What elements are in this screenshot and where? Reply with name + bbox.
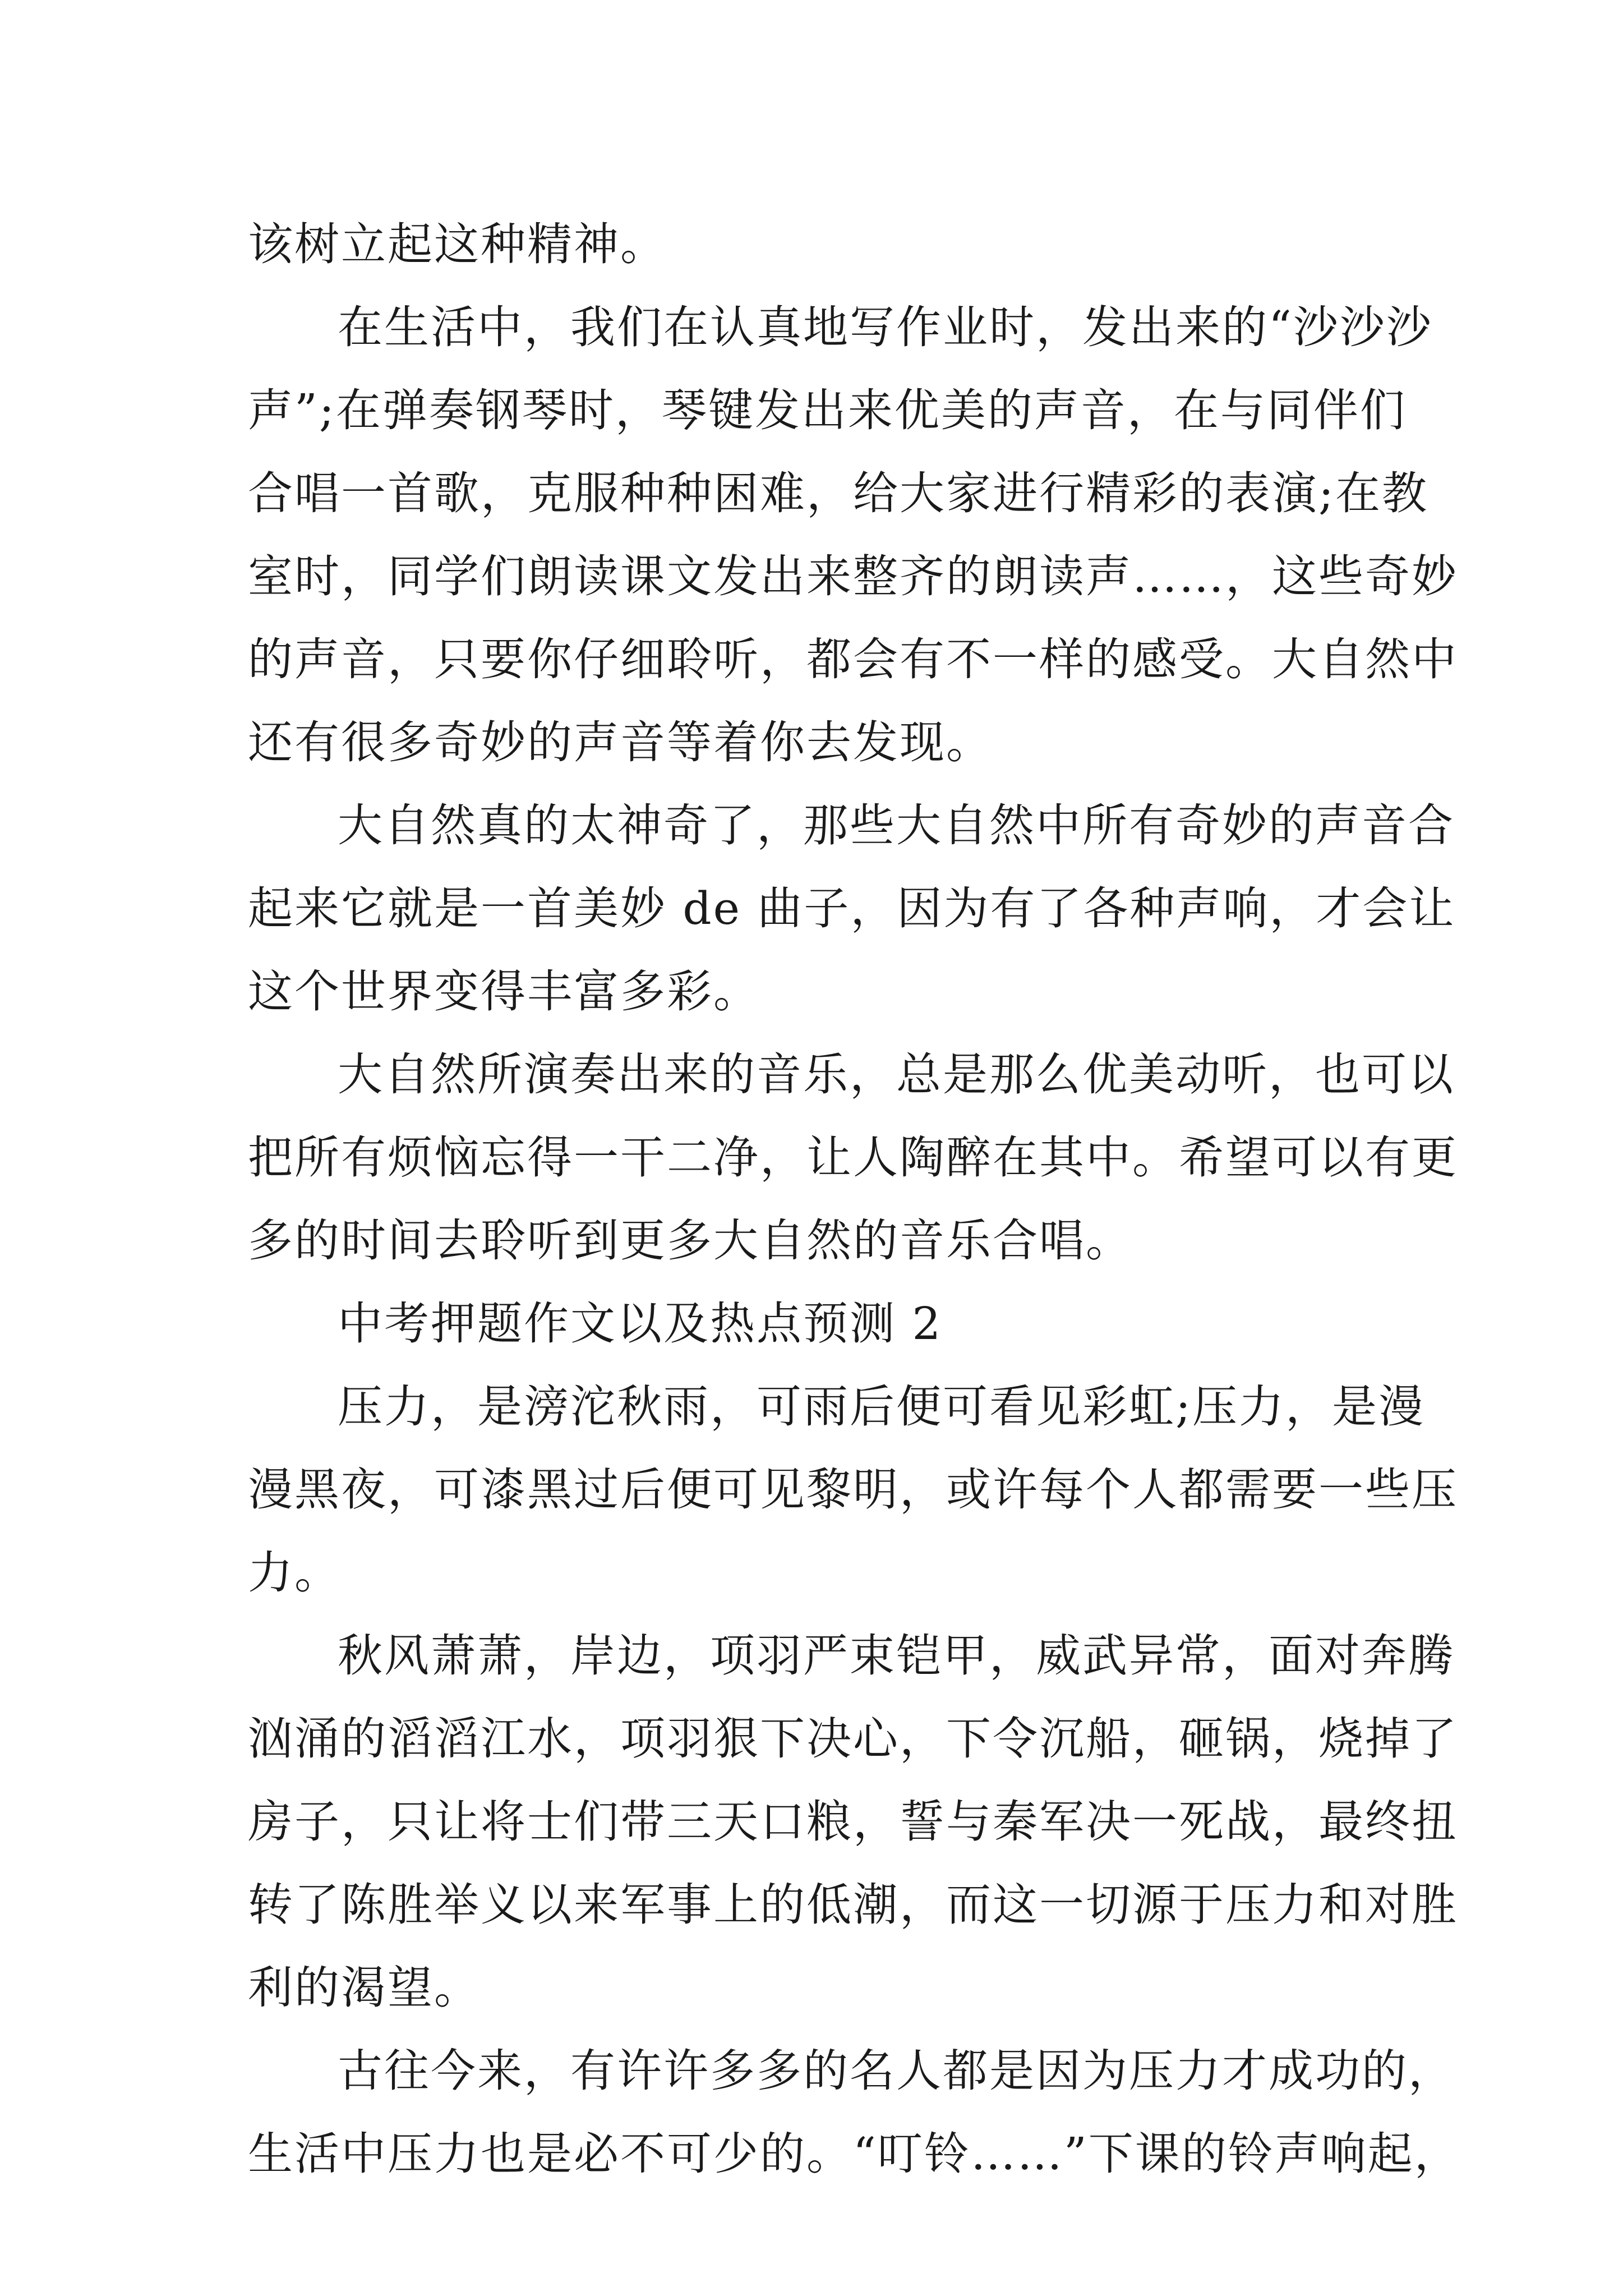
text-line: 利的渴望。 (248, 1962, 481, 2014)
text-line: 声”;在弹奏钢琴时，琴键发出来优美的声音，在与同伴们 (248, 384, 1407, 436)
paragraph-start-line: 大自然真的太神奇了，那些大自然中所有奇妙的声音合 (338, 799, 1455, 852)
text-line: 的声音，只要你仔细聆听，都会有不一样的感受。大自然中 (248, 633, 1458, 685)
document-body (248, 203, 1461, 2196)
paragraph-start-line: 大自然所演奏出来的音乐，总是那么优美动听，也可以 (338, 1048, 1455, 1101)
text-line: 转了陈胜举义以来军事上的低潮，而这一切源于压力和对胜 (248, 1879, 1458, 1931)
text-line: 房子，只让将士们带三天口粮，誓与秦军决一死战，最终扭 (248, 1796, 1458, 1848)
paragraph-start-line: 秋风萧萧，岸边，项羽严束铠甲，威武异常，面对奔腾 (338, 1630, 1455, 1682)
text-line: 生活中压力也是必不可少的。“叮铃……”下课的铃声响起， (248, 2128, 1461, 2180)
text-line: 室时，同学们朗读课文发出来整齐的朗读声……，这些奇妙 (248, 550, 1458, 602)
text-line: 这个世界变得丰富多彩。 (248, 965, 760, 1018)
text-line: 合唱一首歌，克服种种困难，给大家进行精彩的表演;在教 (248, 467, 1428, 519)
text-line: 起来它就是一首美妙 de 曲子，因为有了各种声响，才会让 (248, 882, 1456, 935)
paragraph-start-line: 在生活中，我们在认真地写作业时，发出来的“沙沙沙 (338, 301, 1433, 353)
paragraph-start-line: 古往今来，有许许多多的名人都是因为压力才成功的， (338, 2045, 1455, 2097)
paragraph-start-line: 压力，是滂沱秋雨，可雨后便可看见彩虹;压力，是漫 (338, 1381, 1425, 1433)
text-line: 把所有烦恼忘得一干二净，让人陶醉在其中。希望可以有更 (248, 1131, 1458, 1184)
text-line: 汹涌的滔滔江水，项羽狠下决心，下令沉船，砸锅，烧掉了 (248, 1713, 1458, 1765)
text-line: 该树立起这种精神。 (248, 218, 667, 270)
text-line: 力。 (248, 1547, 341, 1599)
section-heading: 中考押题作文以及热点预测 2 (338, 1297, 943, 1350)
text-line: 漫黑夜，可漆黑过后便可见黎明，或许每个人都需要一些压 (248, 1464, 1458, 1516)
text-line: 还有很多奇妙的声音等着你去发现。 (248, 716, 993, 769)
text-line: 多的时间去聆听到更多大自然的音乐合唱。 (248, 1214, 1132, 1267)
